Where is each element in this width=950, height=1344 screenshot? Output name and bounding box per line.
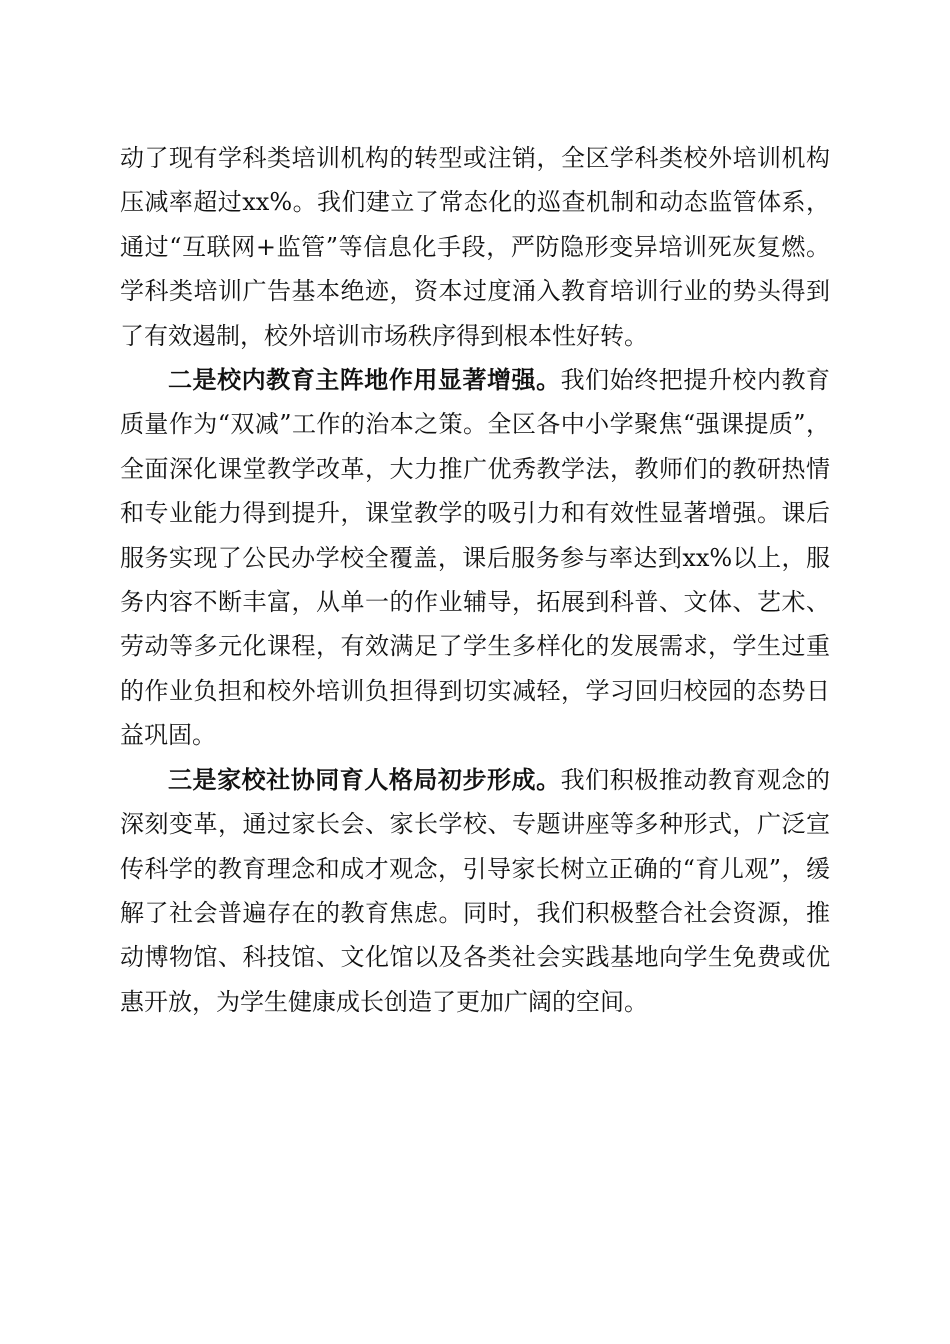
paragraph-3-lead: 三是家校社协同育人格局初步形成。 bbox=[168, 764, 561, 794]
paragraph-1 bbox=[120, 136, 830, 358]
paragraph-1-text: 动了现有学科类培训机构的转型或注销，全区学科类校外培训机构压减率超过xx%。我们建立了常态化的巡查机制和动态监管体系，通过“互联网+监管”等信息化手段，严防隐形变异培训死灰复燃。学科类培训广告基本绝迹，资本过度涌入教育培训行业的势头得到了有效遏制，校外培训市场秩序得到根本性好转。 bbox=[120, 144, 830, 350]
document-body bbox=[120, 136, 830, 1024]
paragraph-2-text: 我们始终把提升校内教育质量作为“双减”工作的治本之策。全区各中小学聚焦“强课提质”，全面深化课堂教学改革，大力推广优秀教学法，教师们的教研热情和专业能力得到提升，课堂教学的吸引力和有效性显著增强。课后服务实现了公民办学校全覆盖，课后服务参与率达到xx%以上，服务内容不断丰富，从单一的作业辅导，拓展到科普、文体、艺术、劳动等多元化课程，有效满足了学生多样化的发展需求，学生过重的作业负担和校外培训负担得到切实减轻，学习回归校园的态势日益巩固。 bbox=[120, 366, 831, 750]
paragraph-2-lead: 二是校内教育主阵地作用显著增强。 bbox=[168, 365, 561, 395]
paragraph-3-text: 我们积极推动教育观念的深刻变革，通过家长会、家长学校、专题讲座等多种形式，广泛宣传科学的教育理念和成才观念，引导家长树立正确的“育儿观”，缓解了社会普遍存在的教育焦虑。同时，我们积极整合社会资源，推动博物馆、科技馆、文化馆以及各类社会实践基地向学生免费或优惠开放，为学生健康成长创造了更加广阔的空间。 bbox=[120, 765, 831, 1016]
paragraph-2 bbox=[120, 358, 830, 758]
paragraph-3 bbox=[120, 758, 830, 1024]
